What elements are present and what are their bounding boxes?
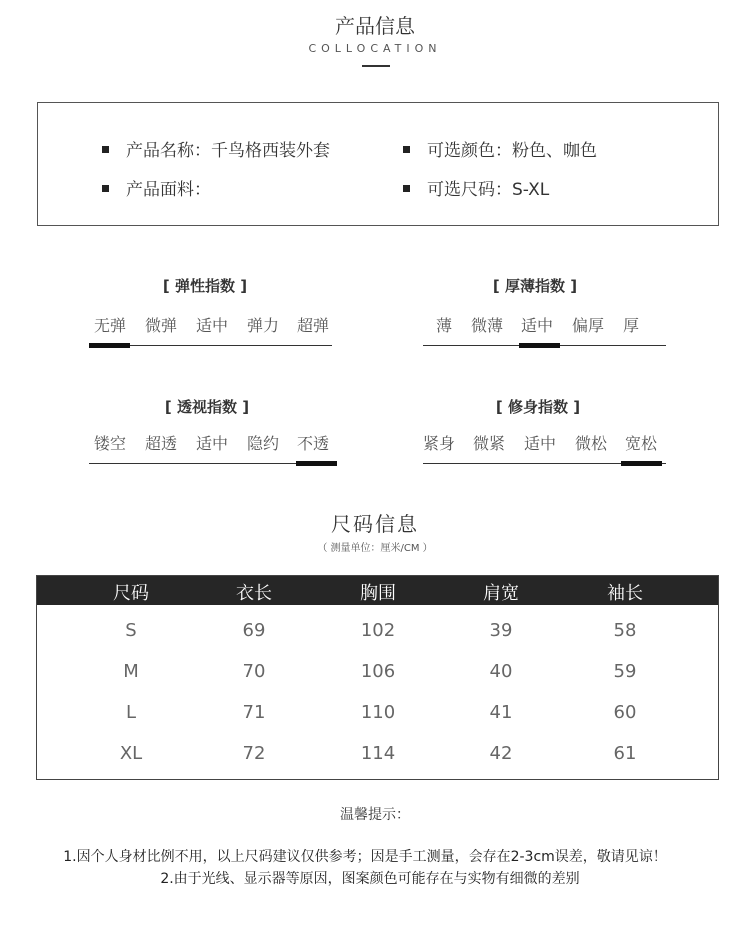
tip-line: 2.由于光线、显示器等原因，图案颜色可能存在与实物有细微的差别	[160, 871, 580, 887]
table-cell: 59	[613, 661, 637, 682]
index-option: 适中	[196, 316, 229, 335]
table-cell: 61	[613, 743, 637, 764]
table-cell: 40	[489, 661, 513, 682]
table-cell: 60	[613, 702, 637, 723]
table-cell: 110	[360, 702, 396, 723]
size-info-title: 尺码信息	[331, 512, 419, 536]
bullet-icon	[102, 146, 109, 153]
size-info-unit: （ 测量单位：厘米/CM ）	[317, 543, 433, 554]
index-option: 无弹	[94, 316, 127, 335]
table-cell: S	[125, 620, 137, 641]
page-title: 产品信息	[335, 14, 415, 38]
table-cell: 114	[360, 743, 396, 764]
index-option: 隐约	[247, 434, 280, 453]
tips-title: 温馨提示：	[340, 807, 410, 823]
index-option: 不透	[297, 434, 330, 453]
table-cell: L	[125, 702, 137, 723]
size-table	[36, 575, 719, 780]
info-name-text: 产品名称：千鸟格西装外套	[126, 141, 330, 161]
index-selected-marker	[519, 343, 560, 348]
info-colors-text: 可选颜色：粉色、咖色	[427, 141, 597, 161]
bullet-icon	[102, 185, 109, 192]
table-cell: 69	[242, 620, 266, 641]
index-title: [ 弹性指数 ]	[162, 277, 248, 295]
bullet-icon	[403, 185, 410, 192]
info-item-name	[102, 136, 330, 161]
index-option: 微松	[575, 434, 608, 453]
index-title: [ 修身指数 ]	[495, 398, 581, 416]
index-option: 微薄	[471, 316, 504, 335]
info-item-colors	[403, 136, 597, 161]
index-option: 适中	[521, 316, 554, 335]
index-option: 厚	[623, 316, 640, 335]
index-option: 偏厚	[572, 316, 605, 335]
index-option: 超透	[145, 434, 178, 453]
index-option: 镂空	[94, 434, 127, 453]
size-table-header	[37, 576, 718, 605]
info-sizes-text: 可选尺码：S-XL	[427, 180, 550, 200]
table-cell: 39	[489, 620, 513, 641]
table-cell: 42	[489, 743, 513, 764]
page-subtitle: COLLOCATION	[308, 42, 442, 55]
index-option: 薄	[436, 316, 453, 335]
index-option: 微弹	[145, 316, 178, 335]
table-header-cell: 尺码	[113, 583, 149, 604]
table-cell: 106	[360, 661, 396, 682]
table-header-cell: 胸围	[360, 583, 396, 604]
table-cell: 41	[489, 702, 513, 723]
table-cell: M	[123, 661, 139, 682]
index-option: 超弹	[297, 316, 330, 335]
info-item-sizes	[403, 175, 549, 200]
table-header-cell: 袖长	[607, 583, 643, 604]
index-option: 微紧	[473, 434, 506, 453]
index-option: 适中	[196, 434, 229, 453]
table-cell: 70	[242, 661, 266, 682]
bullet-icon	[403, 146, 410, 153]
table-cell: 102	[360, 620, 396, 641]
table-cell: 58	[613, 620, 637, 641]
table-cell: 71	[242, 702, 266, 723]
table-header-cell: 衣长	[236, 583, 272, 604]
index-option: 适中	[524, 434, 557, 453]
table-header-cell: 肩宽	[483, 583, 519, 604]
table-cell: 72	[242, 743, 266, 764]
index-option: 弹力	[247, 316, 280, 335]
index-option: 紧身	[423, 434, 456, 453]
index-selected-marker	[89, 343, 130, 348]
index-selected-marker	[296, 461, 337, 466]
title-divider	[362, 65, 390, 67]
info-fabric-text: 产品面料：	[126, 180, 211, 200]
index-option: 宽松	[625, 434, 658, 453]
index-selected-marker	[621, 461, 662, 466]
index-title: [ 透视指数 ]	[164, 398, 250, 416]
index-title: [ 厚薄指数 ]	[492, 277, 578, 295]
tip-line: 1.因个人身材比例不用，以上尺码建议仅供参考；因是手工测量，会存在2-3cm误差，敬请见谅！	[63, 849, 667, 865]
product-info-box	[37, 102, 719, 226]
table-cell: XL	[119, 743, 143, 764]
info-item-fabric	[102, 175, 211, 200]
